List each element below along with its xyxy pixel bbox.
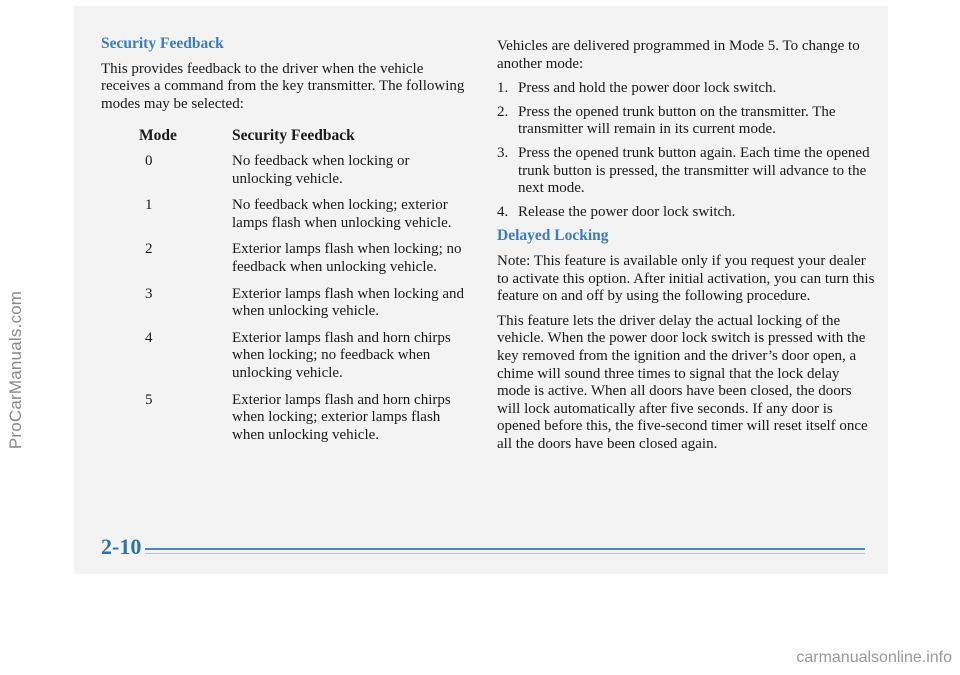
- step-text: Release the power door lock switch.: [518, 203, 736, 220]
- mode-row: [101, 286, 473, 321]
- mode-row: [101, 197, 473, 232]
- mode-description: No feedback when locking or unlocking vehicle.: [232, 152, 410, 187]
- step-number: 4.: [497, 203, 509, 220]
- mode-description: Exterior lamps flash when locking and when unlocking vehicle.: [232, 285, 465, 320]
- mode-row: [101, 241, 473, 276]
- side-watermark: ProCarManuals.com: [6, 290, 25, 450]
- mode-number: 0: [145, 152, 153, 169]
- mode-number: 4: [145, 329, 153, 346]
- step-item: [497, 204, 875, 222]
- step-number: 1.: [497, 80, 509, 97]
- mode-column-header: Mode: [139, 127, 177, 145]
- right-column: [497, 38, 875, 460]
- mode-change-intro: Vehicles are delivered programmed in Mode 5. To change to another mode:: [497, 38, 860, 72]
- mode-number: 2: [145, 241, 153, 258]
- left-column: [101, 35, 473, 453]
- security-feedback-heading: Security Feedback: [101, 35, 224, 52]
- security-feedback-intro: This provides feedback to the driver when the vehicle receives a command from the key transmitter. The following modes may be selected:: [101, 60, 465, 112]
- step-item: [497, 80, 875, 98]
- mode-description: Exterior lamps flash when locking; no feedback when unlocking vehicle.: [232, 241, 462, 275]
- footer-rule-thin: [145, 553, 865, 554]
- mode-table-header: [101, 127, 473, 145]
- bottom-watermark: carmanualsonline.info: [796, 649, 952, 666]
- mode-description: Exterior lamps flash and horn chirps when locking; exterior lamps flash when unlocking vehicle.: [232, 391, 451, 443]
- step-text: Press the opened trunk button again. Each time the opened trunk button is pressed, the transmitter will advance to the next mode.: [518, 144, 870, 197]
- mode-description: Exterior lamps flash and horn chirps when locking; no feedback when unlocking vehicle.: [232, 329, 451, 381]
- mode-description: No feedback when locking; exterior lamps flash when unlocking vehicle.: [232, 197, 452, 231]
- mode-row: [101, 392, 473, 445]
- mode-table: [101, 127, 473, 444]
- step-item: [497, 145, 875, 198]
- delayed-locking-body: This feature lets the driver delay the actual locking of the vehicle. When the power door lock switch is pressed with the key removed from the ignition and the driver’s door open, a chime will sound three times to signal that the lock delay mode is active. When all doors have been closed, the doors will lock automatically after five seconds. If any door is opened before this, the five-second timer will reset itself once all the doors have been closed again.: [497, 312, 868, 452]
- step-item: [497, 104, 875, 139]
- mode-change-steps: [497, 80, 875, 221]
- footer-rule: [145, 548, 865, 550]
- step-text: Press and hold the power door lock switch.: [518, 80, 777, 97]
- mode-row: [101, 330, 473, 383]
- delayed-locking-heading: Delayed Locking: [497, 227, 609, 245]
- mode-number: 1: [145, 197, 153, 214]
- page-number: 2-10: [101, 534, 142, 559]
- step-number: 3.: [497, 144, 509, 161]
- mode-number: 3: [145, 285, 153, 302]
- page-footer: [101, 534, 865, 560]
- delayed-locking-note: Note: This feature is available only if you request your dealer to activate this option. After initial activation, you can turn this feature on and off by using the following procedure.: [497, 252, 875, 305]
- mode-row: [101, 153, 473, 188]
- feedback-column-header: Security Feedback: [232, 127, 355, 145]
- mode-number: 5: [145, 391, 153, 408]
- step-number: 2.: [497, 103, 509, 120]
- step-text: Press the opened trunk button on the transmitter. The transmitter will remain in its current mode.: [518, 103, 836, 138]
